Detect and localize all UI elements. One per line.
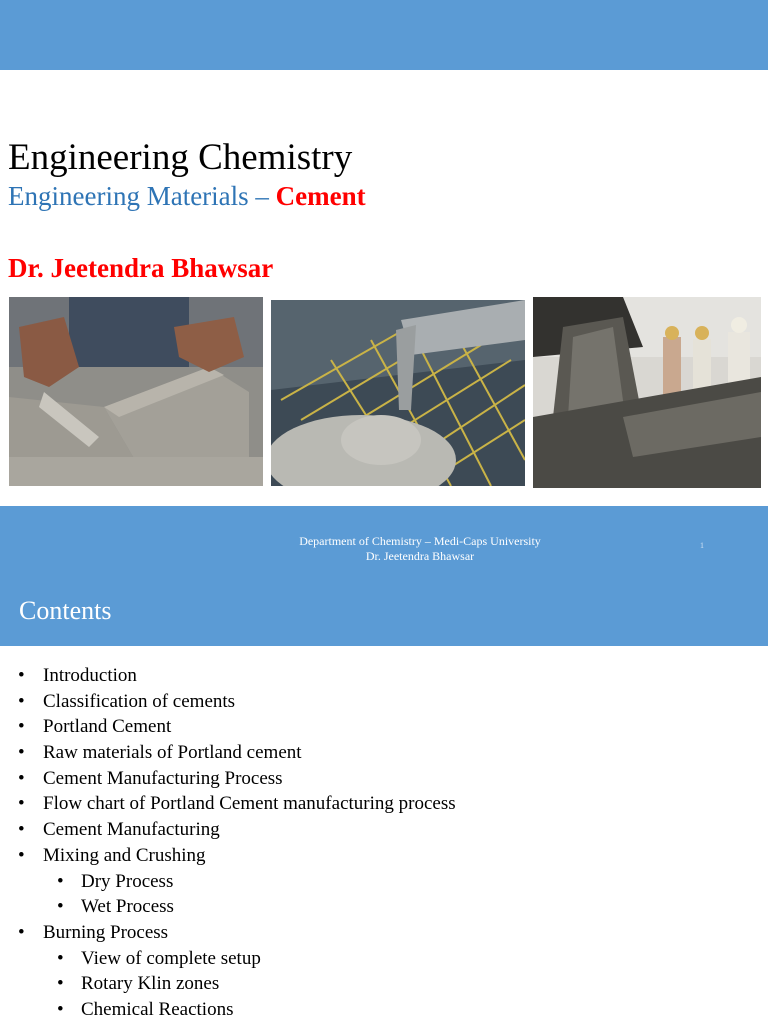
author-name: Dr. Jeetendra Bhawsar bbox=[8, 253, 274, 283]
contents-item-label: Cement Manufacturing bbox=[43, 819, 220, 841]
bullet-icon: • bbox=[57, 973, 64, 995]
bullet-icon: • bbox=[57, 998, 64, 1020]
contents-item-label: Rotary Klin zones bbox=[81, 973, 220, 995]
contents-item-label: Portland Cement bbox=[43, 716, 172, 738]
concrete-chute-workers-photo bbox=[533, 297, 761, 488]
contents-item-label: Dry Process bbox=[81, 870, 174, 892]
bullet-icon: • bbox=[18, 819, 25, 841]
contents-item-label: Introduction bbox=[43, 665, 137, 686]
bullet-icon: • bbox=[18, 665, 25, 686]
contents-item-label: Chemical Reactions bbox=[81, 998, 234, 1020]
bullet-icon: • bbox=[18, 793, 25, 815]
header-band bbox=[0, 0, 768, 70]
bullet-icon: • bbox=[18, 742, 25, 764]
contents-heading: Contents bbox=[19, 596, 112, 625]
contents-item-label: Classification of cements bbox=[43, 690, 236, 712]
footer-contents-band bbox=[0, 506, 768, 646]
contents-item-label: View of complete setup bbox=[81, 947, 261, 969]
contents-item-label: Mixing and Crushing bbox=[43, 844, 206, 866]
footer-department: Department of Chemistry – Medi-Caps University bbox=[299, 534, 541, 548]
slide-title: Engineering Chemistry bbox=[8, 137, 353, 178]
brick-laying-photo bbox=[9, 297, 263, 486]
page-number: 1 bbox=[700, 541, 704, 550]
subtitle-accent: Cement bbox=[275, 181, 366, 211]
concrete-pouring-photo bbox=[271, 300, 525, 486]
bullet-icon: • bbox=[18, 767, 25, 789]
footer-author: Dr. Jeetendra Bhawsar bbox=[365, 549, 475, 563]
bullet-icon: • bbox=[57, 947, 64, 969]
bullet-icon: • bbox=[57, 870, 64, 892]
contents-item-label: Wet Process bbox=[81, 896, 174, 918]
contents-item-label: Burning Process bbox=[43, 921, 169, 943]
slide-footer bbox=[0, 534, 768, 564]
bullet-icon: • bbox=[18, 716, 25, 738]
subtitle-prefix: Engineering Materials – bbox=[8, 181, 276, 211]
contents-item-label: Cement Manufacturing Process bbox=[43, 767, 283, 789]
bullet-icon: • bbox=[18, 921, 25, 943]
contents-item-label: Raw materials of Portland cement bbox=[43, 742, 302, 764]
slide-subtitle bbox=[8, 181, 366, 212]
bullet-icon: • bbox=[18, 690, 25, 712]
bullet-icon: • bbox=[57, 896, 64, 918]
bullet-icon: • bbox=[18, 844, 25, 866]
contents-item-label: Flow chart of Portland Cement manufacturing process bbox=[43, 793, 456, 815]
